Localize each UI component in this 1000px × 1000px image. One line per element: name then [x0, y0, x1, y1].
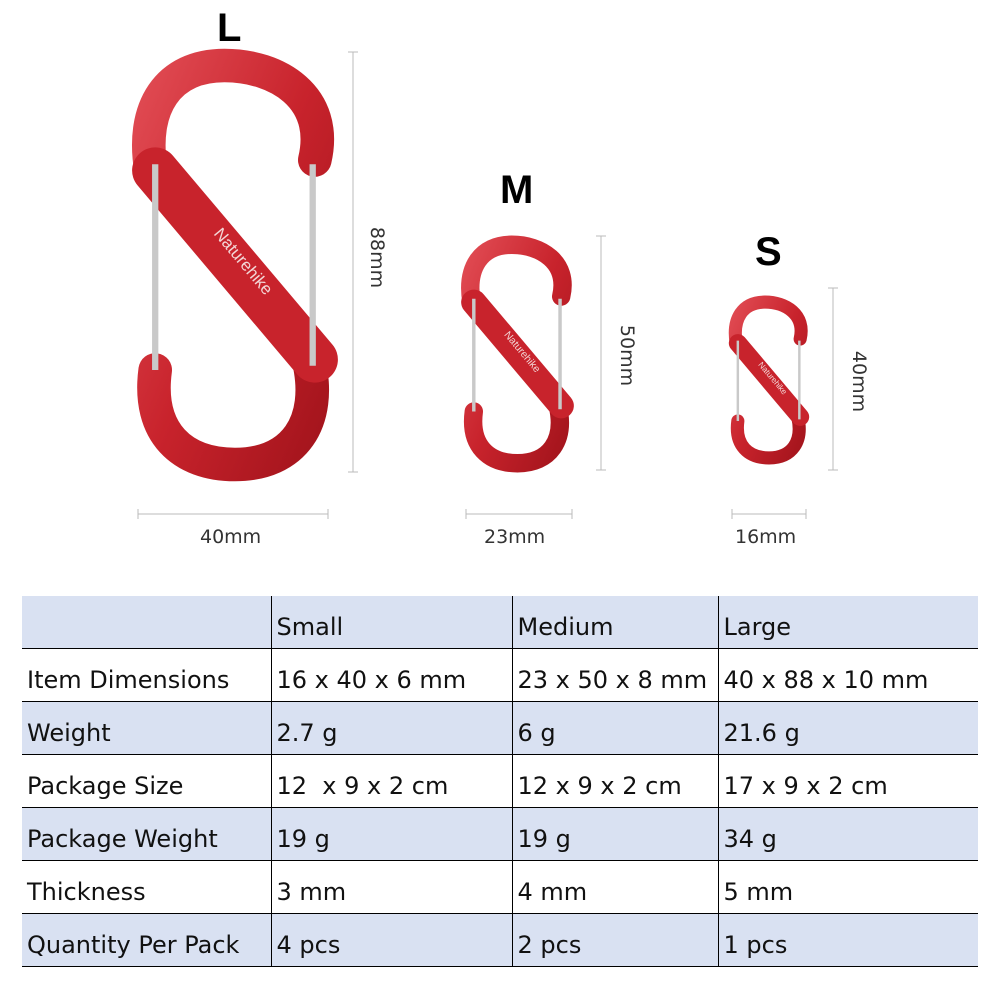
- table-header-cell: Small: [271, 595, 512, 648]
- cell-large: 40 x 88 x 10 mm: [718, 648, 978, 701]
- row-label: Package Weight: [22, 807, 271, 860]
- table-row: [22, 860, 978, 913]
- cell-medium: 6 g: [512, 701, 718, 754]
- cell-large: 17 x 9 x 2 cm: [718, 754, 978, 807]
- table-row: [22, 648, 978, 701]
- brand-engraving-large: Naturehike: [210, 224, 277, 299]
- cell-medium: 23 x 50 x 8 mm: [512, 648, 718, 701]
- carabiner-large-image: [130, 50, 340, 480]
- row-label: Package Size: [22, 754, 271, 807]
- cell-medium: 12 x 9 x 2 cm: [512, 754, 718, 807]
- table-row: [22, 754, 978, 807]
- dimension-line-small-width: [732, 508, 806, 520]
- width-label-large: 40mm: [200, 526, 262, 548]
- cell-large: 21.6 g: [718, 701, 978, 754]
- table-row: [22, 701, 978, 754]
- row-label: Item Dimensions: [22, 648, 271, 701]
- height-label-small: 40mm: [848, 350, 871, 413]
- brand-engraving-small: Naturehike: [756, 360, 789, 397]
- cell-small: 16 x 40 x 6 mm: [271, 648, 512, 701]
- table-header-row: [22, 595, 978, 648]
- cell-small: 4 pcs: [271, 913, 512, 966]
- cell-large: 34 g: [718, 807, 978, 860]
- height-label-medium: 50mm: [616, 324, 639, 387]
- table-header-cell: Medium: [512, 595, 718, 648]
- spec-table: [22, 594, 978, 967]
- carabiner-small-image: [728, 290, 810, 470]
- cell-small: 2.7 g: [271, 701, 512, 754]
- width-label-small: 16mm: [735, 526, 797, 548]
- carabiner-medium-image: [460, 238, 575, 470]
- dimension-line-medium-height: [594, 236, 608, 470]
- cell-medium: 2 pcs: [512, 913, 718, 966]
- dimension-line-medium-width: [466, 508, 572, 520]
- size-letter-medium: M: [500, 168, 534, 212]
- row-label: Quantity Per Pack: [22, 913, 271, 966]
- table-header-cell: [22, 595, 271, 648]
- table-row: [22, 913, 978, 966]
- cell-small: 12 x 9 x 2 cm: [271, 754, 512, 807]
- height-label-large: 88mm: [366, 226, 389, 289]
- cell-small: 3 mm: [271, 860, 512, 913]
- dimension-line-large-height: [346, 52, 360, 472]
- cell-small: 19 g: [271, 807, 512, 860]
- cell-medium: 4 mm: [512, 860, 718, 913]
- cell-large: 1 pcs: [718, 913, 978, 966]
- dimension-line-large-width: [138, 508, 328, 520]
- cell-large: 5 mm: [718, 860, 978, 913]
- row-label: Thickness: [22, 860, 271, 913]
- size-letter-large: L: [217, 6, 242, 50]
- table-header-cell: Large: [718, 595, 978, 648]
- width-label-medium: 23mm: [484, 526, 546, 548]
- table-row: [22, 807, 978, 860]
- size-letter-small: S: [755, 230, 782, 274]
- row-label: Weight: [22, 701, 271, 754]
- brand-engraving-medium: Naturehike: [501, 329, 543, 376]
- dimension-line-small-height: [826, 288, 840, 470]
- cell-medium: 19 g: [512, 807, 718, 860]
